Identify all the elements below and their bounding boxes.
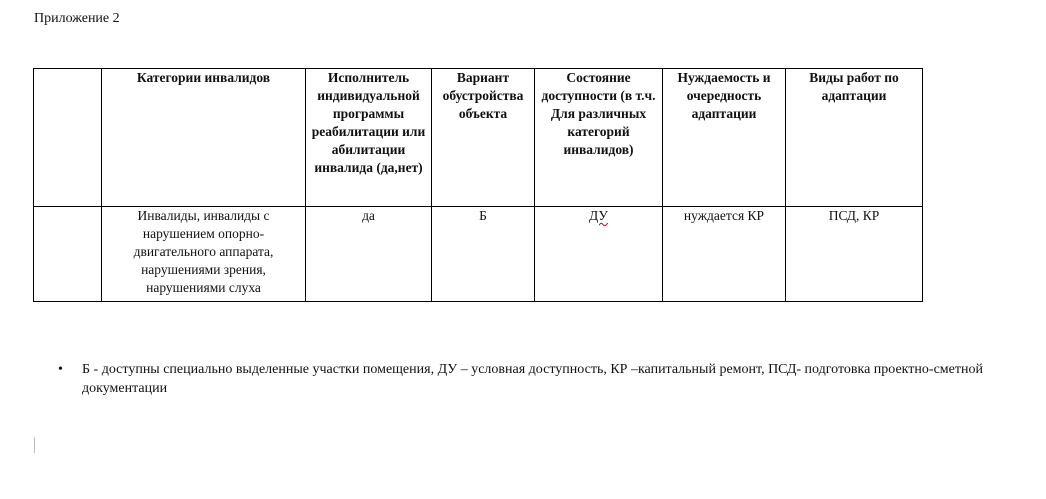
text-cursor[interactable] [34,437,35,453]
cell-accessibility-state [535,207,663,302]
header-disability-categories: Категории инвалидов [102,69,306,207]
table-row [34,207,923,302]
legend-text: Б - доступны специально выделенные участки помещения, ДУ – условная доступность, КР –капитальный ремонт, ПСД- подготовка проектно-сметной документации [82,362,983,396]
legend-list [58,360,998,398]
header-empty-cell [34,69,102,207]
header-accessibility-state: Состояние доступности (в т.ч. Для различных категорий инвалидов) [535,69,663,207]
header-arrangement-variant: Вариант обустройства объекта [432,69,535,207]
row-empty-cell [34,207,102,302]
cell-disability-categories: Инвалиды, инвалиды с нарушением опорно-двигательного аппарата, нарушениями зрения, нарушениями слуха [102,207,306,302]
cell-program-executor: да [306,207,432,302]
appendix-label: Приложение 2 [34,11,120,26]
cell-arrangement-variant: Б [432,207,535,302]
bullet-icon: • [58,362,63,377]
accessibility-state-value: ДУ [589,208,608,223]
list-item [58,360,998,398]
header-adaptation-need: Нуждаемость и очередность адаптации [663,69,786,207]
cell-adaptation-need: нуждается КР [663,207,786,302]
accessibility-table [33,68,923,302]
table-header-row [34,69,923,207]
cell-adaptation-works: ПСД, КР [786,207,923,302]
header-adaptation-works: Виды работ по адаптации [786,69,923,207]
header-program-executor: Исполнитель индивидуальной программы реабилитации или абилитации инвалида (да,нет) [306,69,432,207]
